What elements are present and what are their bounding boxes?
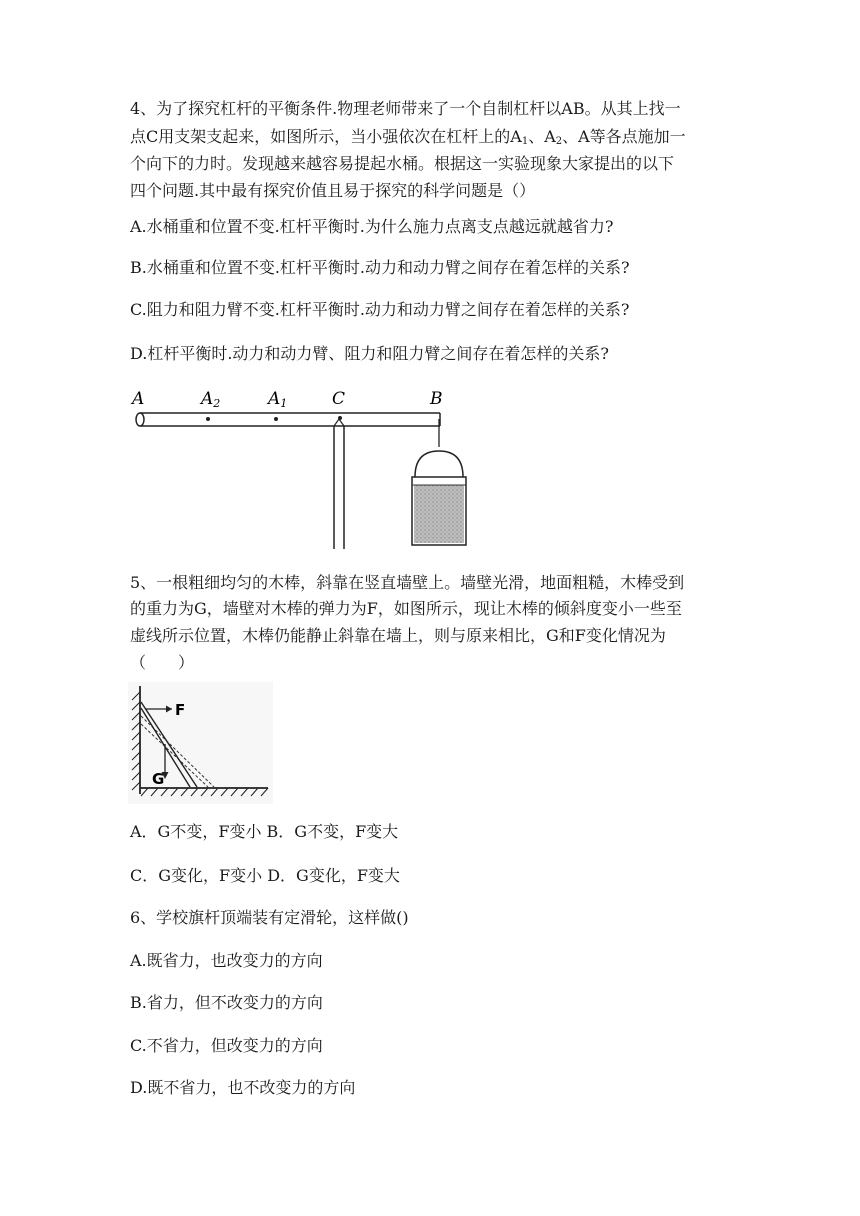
- label-a2: A2: [201, 389, 221, 410]
- q4-option-c: C.阻力和阻力臂不变.杠杆平衡时.动力和动力臂之间存在着怎样的关系?: [130, 300, 630, 319]
- q4-stem-line-3: 个向下的力时。发现越来越容易提起水桶。根据这一实验现象大家提出的以下: [130, 154, 675, 173]
- q4-stem-line-1: 4、为了探究杠杆的平衡条件.物理老师带来了一个自制杠杆以AB。从其上找一: [130, 99, 681, 118]
- q5-stem-line-4: （ ）: [130, 653, 195, 672]
- lever-figure: [128, 385, 468, 555]
- q4-option-a: A.水桶重和位置不变.杠杆平衡时.为什么施力点离支点越远就越省力?: [130, 217, 614, 236]
- label-g: G: [152, 770, 165, 788]
- q6-option-a: A.既省力，也改变力的方向: [130, 951, 323, 970]
- q5-stem-line-1: 5、一根粗细均匀的木棒，斜靠在竖直墙壁上。墙壁光滑，地面粗糙，木棒受到: [130, 573, 685, 592]
- q4-stem-line-4: 四个问题.其中最有探究价值且易于探究的科学问题是（）: [130, 181, 536, 200]
- label-a1: A1: [268, 389, 288, 410]
- point-a2: [206, 417, 210, 421]
- q4-stem-line-2: 点C用支架支起来，如图所示，当小强依次在杠杆上的$A_1$、$A_2$、A等各点施加一: [130, 127, 686, 147]
- q5-stem-line-2: 的重力为G，墙壁对木棒的弹力为F，如图所示，现让木棒的倾斜度变小一些至: [130, 599, 682, 618]
- q5-stem-line-3: 虚线所示位置，木棒仍能静止斜靠在墙上，则与原来相比，G和F变化情况为: [130, 626, 666, 645]
- label-c: C: [332, 389, 346, 409]
- q4-option-b: B.水桶重和位置不变.杠杆平衡时.动力和动力臂之间存在着怎样的关系?: [130, 258, 630, 277]
- point-a1: [274, 417, 278, 421]
- q4-option-d: D.杠杆平衡时.动力和动力臂、阻力和阻力臂之间存在着怎样的关系?: [130, 344, 610, 363]
- q6-option-d: D.既不省力，也不改变力的方向: [130, 1078, 356, 1097]
- q5-options-line-2: C．G变化，F变小 D．G变化，F变大: [130, 866, 400, 885]
- q6-option-c: C.不省力，但改变力的方向: [130, 1036, 323, 1055]
- label-f: F: [175, 701, 186, 719]
- label-b: B: [430, 389, 443, 409]
- stick-wall-figure: [128, 682, 273, 804]
- q5-options-line-1: A．G不变，F变小 B．G不变，F变大: [130, 822, 399, 841]
- q6-option-b: B.省力，但不改变力的方向: [130, 993, 323, 1012]
- q6-stem: 6、学校旗杆顶端装有定滑轮，这样做(): [130, 908, 409, 927]
- label-a: A: [132, 389, 145, 409]
